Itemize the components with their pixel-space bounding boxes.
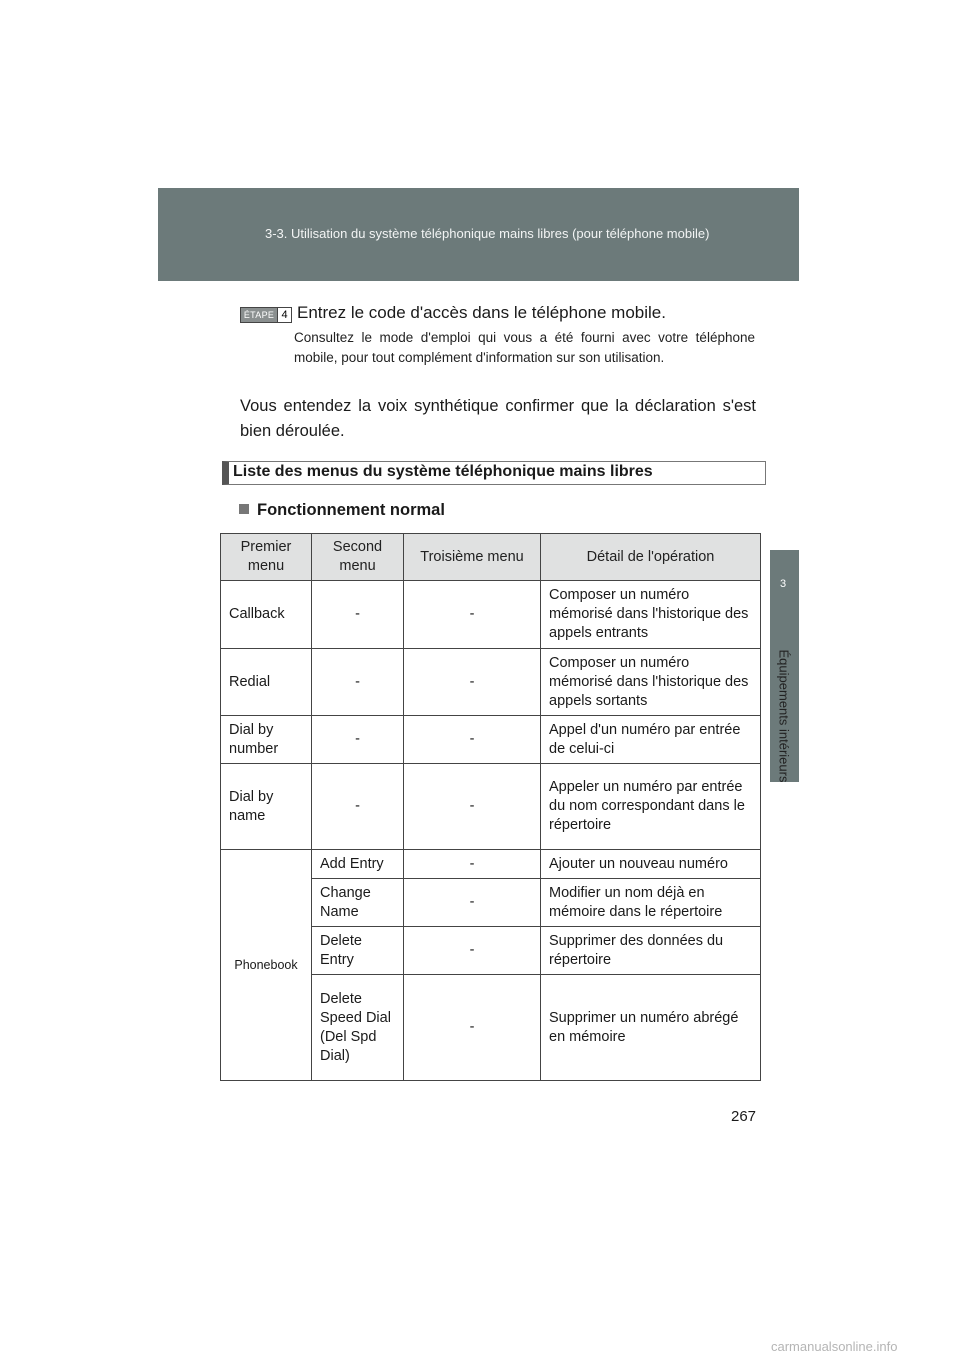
cell-detail: Modifier un nom déjà en mémoire dans le répertoire [541,879,761,927]
cell-third-menu: - [404,975,541,1081]
cell-second-menu: - [312,764,404,850]
cell-second-menu: Add Entry [312,850,404,879]
cell-second-menu: Change Name [312,879,404,927]
step-badge [240,307,292,323]
cell-second-menu: Delete Speed Dial (Del Spd Dial) [312,975,404,1081]
step-badge-number: 4 [277,308,291,322]
cell-third-menu: - [404,927,541,975]
table-row [221,581,761,649]
cell-third-menu: - [404,716,541,764]
square-bullet-icon [239,504,249,514]
cell-first-menu: Dial by number [221,716,312,764]
subsection-title [239,501,445,520]
cell-detail: Appel d'un numéro par entrée de celui-ci [541,716,761,764]
cell-second-menu: - [312,649,404,716]
step-badge-label: ÉTAPE [241,308,277,322]
cell-third-menu: - [404,764,541,850]
cell-third-menu: - [404,850,541,879]
cell-third-menu: - [404,581,541,649]
table-row [221,850,761,879]
cell-detail: Appeler un numéro par entrée du nom correspondant dans le répertoire [541,764,761,850]
chapter-tab-label: Équipements intérieurs [776,649,792,783]
cell-second-menu: - [312,581,404,649]
cell-detail: Composer un numéro mémorisé dans l'historique des appels entrants [541,581,761,649]
cell-first-menu: Dial by name [221,764,312,850]
cell-first-menu: Callback [221,581,312,649]
step-detail: Consultez le mode d'emploi qui vous a été fourni avec votre téléphone mobile, pour tout complément d'information sur son utilisation. [294,330,755,365]
chapter-header-title: 3-3. Utilisation du système téléphonique mains libres (pour téléphone mobile) [265,226,710,241]
cell-detail: Supprimer un numéro abrégé en mémoire [541,975,761,1081]
subsection-title-text: Fonctionnement normal [257,501,445,519]
watermark: carmanualsonline.info [771,1339,898,1354]
menu-table [220,533,761,1081]
header-third-menu: Troisième menu [404,534,541,581]
table-row [221,649,761,716]
cell-detail: Ajouter un nouveau numéro [541,850,761,879]
cell-third-menu: - [404,879,541,927]
section-title: Liste des menus du système téléphonique mains libres [233,463,653,480]
table-row [221,764,761,850]
cell-first-menu: Redial [221,649,312,716]
cell-second-menu: - [312,716,404,764]
cell-third-menu: - [404,649,541,716]
cell-detail: Supprimer des données du répertoire [541,927,761,975]
confirmation-paragraph: Vous entendez la voix synthétique confirmer que la déclaration s'est bien déroulée. [240,397,756,440]
table-row [221,716,761,764]
cell-phonebook: Phonebook [221,850,312,1081]
chapter-tab-number: 3 [780,578,787,590]
header-operation-detail: Détail de l'opération [541,534,761,581]
page-number: 267 [731,1108,757,1125]
cell-detail: Composer un numéro mémorisé dans l'historique des appels sortants [541,649,761,716]
cell-second-menu: Delete Entry [312,927,404,975]
table-header-row [221,534,761,581]
header-first-menu: Premier menu [221,534,312,581]
step-instruction: Entrez le code d'accès dans le téléphone mobile. [297,303,666,322]
header-second-menu: Second menu [312,534,404,581]
